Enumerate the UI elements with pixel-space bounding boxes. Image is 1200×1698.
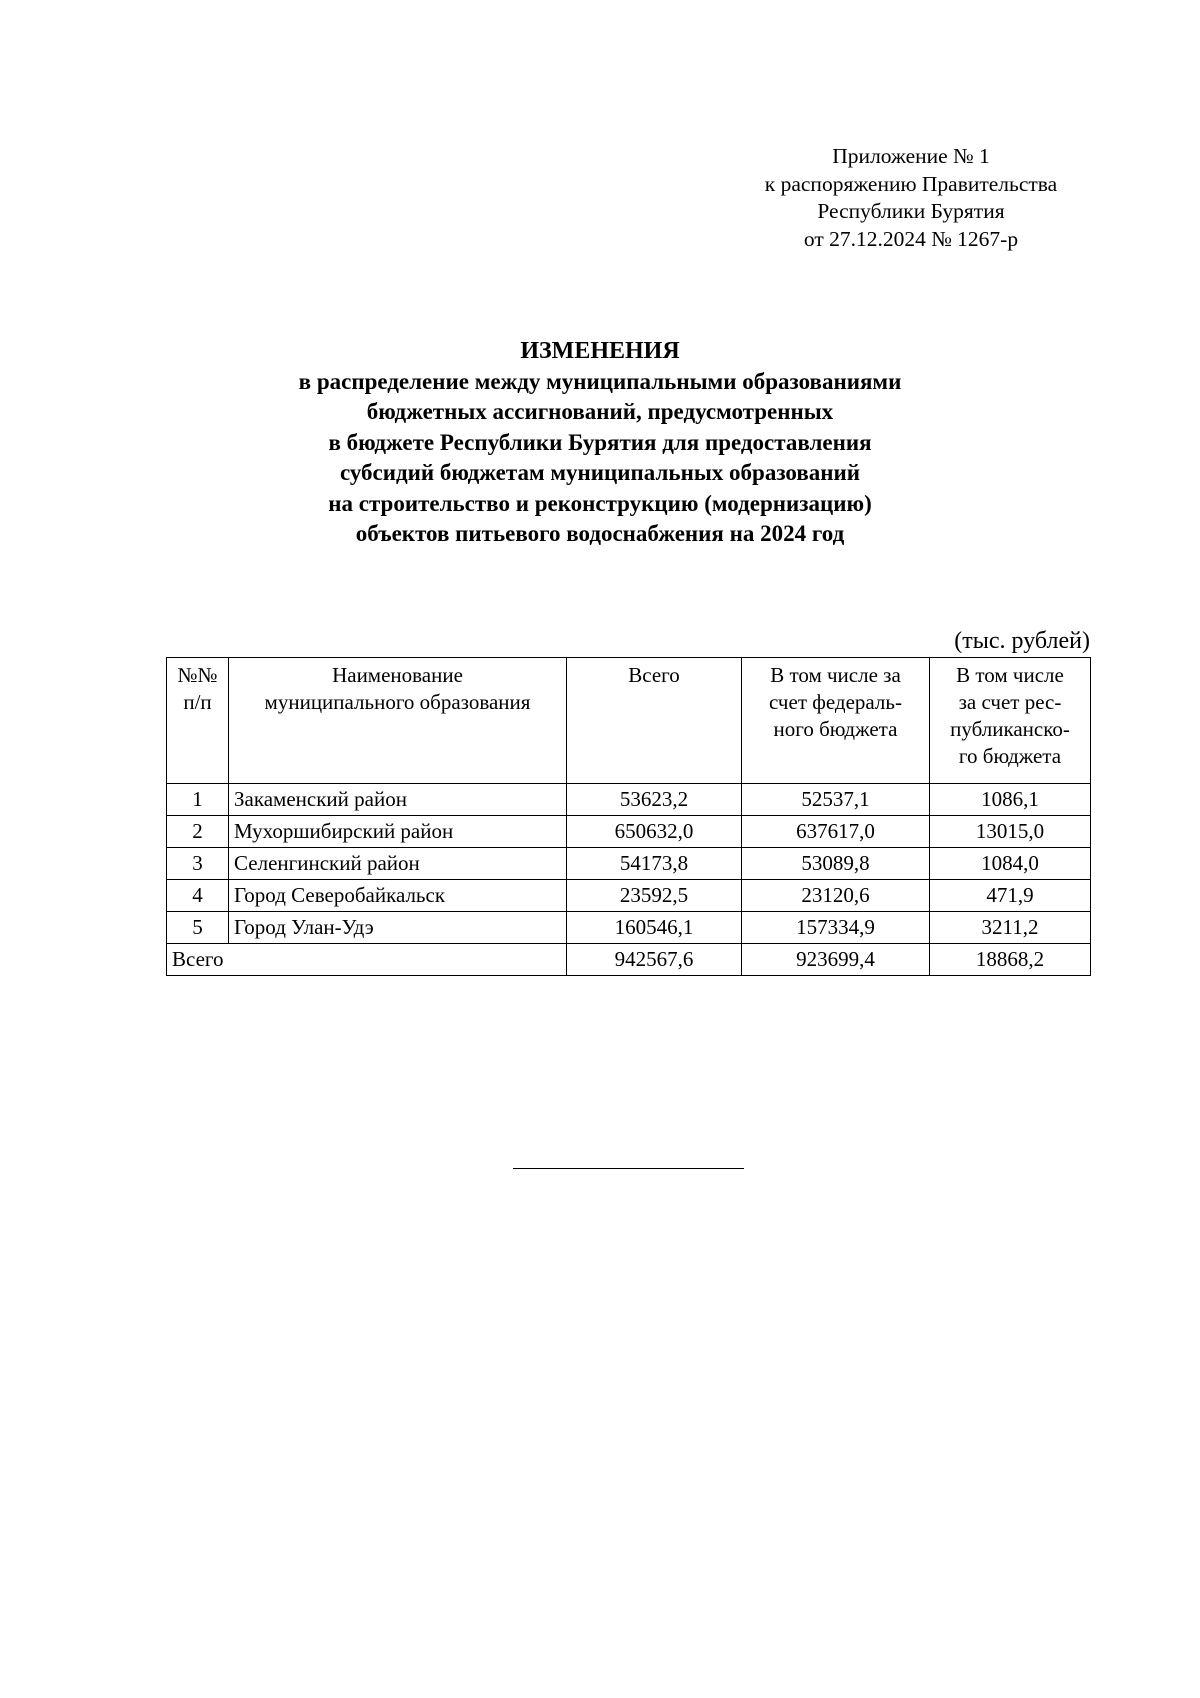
appendix-line: Республики Бурятия [817,199,1005,223]
federal-value: 157334,9 [742,912,930,944]
grand-total-republic: 18868,2 [930,944,1091,976]
table-total-row [167,944,1091,976]
title-line: объектов питьевого водоснабжения на 2024 год [355,521,845,546]
table-header-row [167,658,1091,784]
municipality-name: Закаменский район [229,784,567,816]
closing-separator-line [513,1168,744,1169]
republic-value: 1084,0 [930,848,1091,880]
title-line: на строительство и реконструкцию (модернизацию) [328,490,872,516]
total-value: 53623,2 [567,784,742,816]
federal-value: 637617,0 [742,816,930,848]
total-value: 650632,0 [567,816,742,848]
title-line: бюджетных ассигнований, предусмотренных [366,399,834,424]
table-row [167,848,1091,880]
document-title [150,336,1050,550]
appendix-note [745,143,1077,253]
total-value: 160546,1 [567,912,742,944]
header-municipality: Наименование муниципального образования [229,658,567,784]
total-value: 54173,8 [567,848,742,880]
table-row [167,816,1091,848]
table-row [167,784,1091,816]
title-line: субсидий бюджетам муниципальных образований [339,460,861,485]
row-number: 3 [167,848,229,880]
row-number: 1 [167,784,229,816]
republic-value: 13015,0 [930,816,1091,848]
row-number: 5 [167,912,229,944]
title-line: в распределение между муниципальными образованиями [298,368,902,394]
federal-value: 52537,1 [742,784,930,816]
grand-total-value: 942567,6 [567,944,742,976]
grand-total-federal: 923699,4 [742,944,930,976]
appendix-line: к распоряжению Правительства [764,171,1058,196]
republic-value: 3211,2 [930,912,1091,944]
header-republic-budget: В том числе за счет рес- публиканско- го бюджета [930,658,1091,784]
municipality-name: Город Северобайкальск [229,880,567,912]
federal-value: 53089,8 [742,848,930,880]
table-row [167,880,1091,912]
table-row [167,912,1091,944]
municipality-name: Мухоршибирский район [229,816,567,848]
republic-value: 471,9 [930,880,1091,912]
row-number: 2 [167,816,229,848]
units-label: (тыс. рублей) [954,628,1090,654]
federal-value: 23120,6 [742,880,930,912]
municipality-name: Город Улан-Удэ [229,912,567,944]
title-heading: ИЗМЕНЕНИЯ [520,338,680,364]
header-total: Всего [567,658,742,784]
row-number: 4 [167,880,229,912]
header-number: №№ п/п [167,658,229,784]
total-label: Всего [167,944,567,976]
appendix-line: Приложение № 1 [832,144,990,168]
appendix-date-number: от 27.12.2024 № 1267-р [803,226,1019,251]
republic-value: 1086,1 [930,784,1091,816]
title-line: в бюджете Республики Бурятия для предоставления [328,429,872,455]
total-value: 23592,5 [567,880,742,912]
municipality-name: Селенгинский район [229,848,567,880]
subsidy-table [166,657,1091,976]
header-federal-budget: В том числе за счет федераль- ного бюджета [742,658,930,784]
